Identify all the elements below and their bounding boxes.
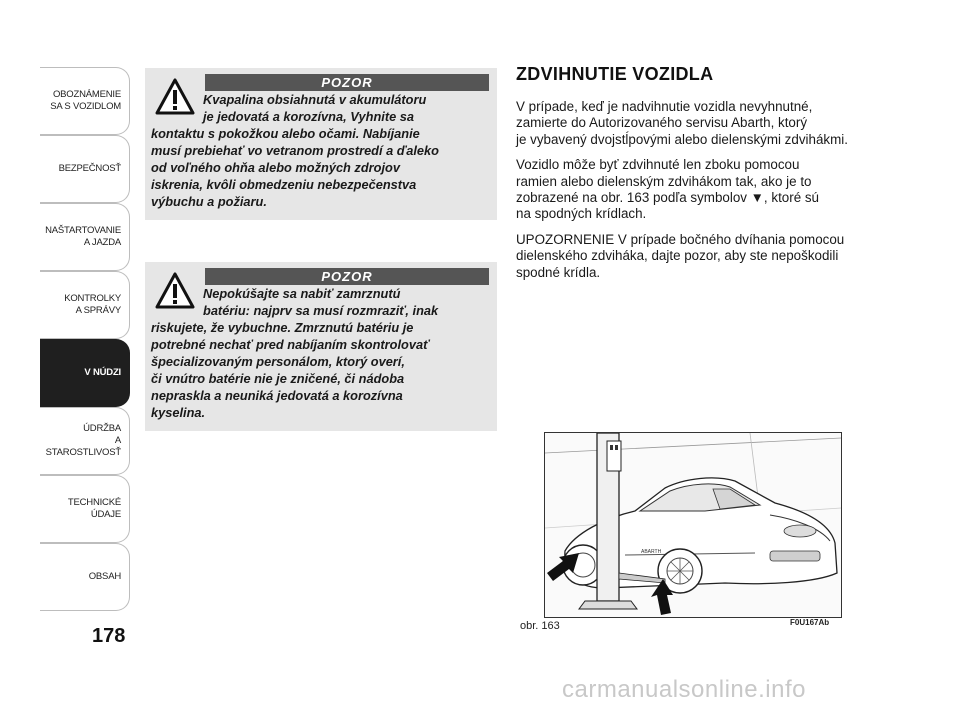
section-title: ZDVIHNUTIE VOZIDLA [516, 64, 714, 84]
warning-triangle-icon [155, 272, 195, 310]
section-lifting-vehicle [516, 64, 886, 290]
warning-text-body: kontaktu s pokožkou alebo očami. Nabíjanie musí prebiehať vo vetranom prostredí a ďaleko od voľného ohňa alebo možných zdrojov iskrenia, kvôli obmedzeniu nebezpečenstva výbuchu a požiaru. [151, 126, 439, 209]
tab-label: OBOZNÁMENIE SA S VOZIDLOM [50, 89, 121, 112]
tab-v-nudzi[interactable] [40, 339, 130, 407]
tab-label: V NÚDZI [84, 367, 121, 378]
warning-text-indented: Nepokúšajte sa nabiť zamrznutú batériu: najprv sa musí rozmraziť, inak [203, 286, 439, 318]
tab-label: OBSAH [88, 571, 121, 582]
warning-box-frozen-battery [145, 262, 497, 431]
tab-bezpecnost[interactable] [40, 135, 130, 203]
car-lift-illustration [545, 433, 841, 617]
tab-label: KONTROLKY A SPRÁVY [64, 293, 121, 316]
tab-udrzba[interactable] [40, 407, 130, 475]
figure-car-on-lift [544, 432, 842, 618]
warning-text-body: riskujete, že vybuchne. Zmrznutú batériu je potrebné nechať pred nabíjaním skontrolovať špecializovaným personálom, ktorý overí, či vnútro batérie nie je zničené, či nádoba nepraskla a neuniká jedovatá a korozívna kyselina. [151, 320, 430, 420]
warning-text [151, 91, 489, 210]
tab-label: ÚDRŽBA A STAROSTLIVOSŤ [45, 423, 121, 458]
paragraph: Vozidlo môže byť zdvihnuté len zboku pomocou ramien alebo dielenským zdvihákom tak, ako je to zobrazené na obr. 163 podľa symbolov ▼, ktoré sú na spodných krídlach. [516, 157, 820, 222]
warning-heading: POZOR [205, 74, 489, 91]
paragraph: UPOZORNENIE V prípade bočného dvíhania pomocou dielenského zdviháka, dajte pozor, aby ste nepoškodili spodné krídla. [516, 231, 845, 280]
figure-code: F0U167Ab [790, 618, 830, 627]
tab-nastartovanie[interactable] [40, 203, 130, 271]
tab-kontrolky[interactable] [40, 271, 130, 339]
watermark: carmanualsonline.info [562, 676, 806, 703]
chapter-sidebar [40, 67, 130, 611]
tab-technicke[interactable] [40, 475, 130, 543]
warning-text [151, 285, 489, 421]
warning-box-battery-fluid [145, 68, 497, 220]
tab-label: TECHNICKÉ ÚDAJE [67, 497, 121, 520]
tab-label: BEZPEČNOSŤ [58, 163, 121, 174]
tab-label: NAŠTARTOVANIE A JAZDA [45, 225, 121, 248]
warning-triangle-icon [155, 78, 195, 116]
tab-oboznamenie[interactable] [40, 67, 130, 135]
warning-text-indented: Kvapalina obsiahnutá v akumulátoru je jedovatá a korozívna, Vyhnite sa [203, 92, 427, 124]
abarth-badge-text: ABARTH [641, 549, 662, 555]
page-number: 178 [92, 625, 126, 647]
figure-caption: obr. 163 [520, 620, 560, 632]
paragraph: V prípade, keď je nadvihnutie vozidla nevyhnutné, zamierte do Autorizovaného servisu Abarth, ktorý je vybavený dvojstĺpovými alebo dielenskými zdvihákmi. [516, 99, 848, 147]
tab-obsah[interactable] [40, 543, 130, 611]
warning-heading: POZOR [205, 268, 489, 285]
